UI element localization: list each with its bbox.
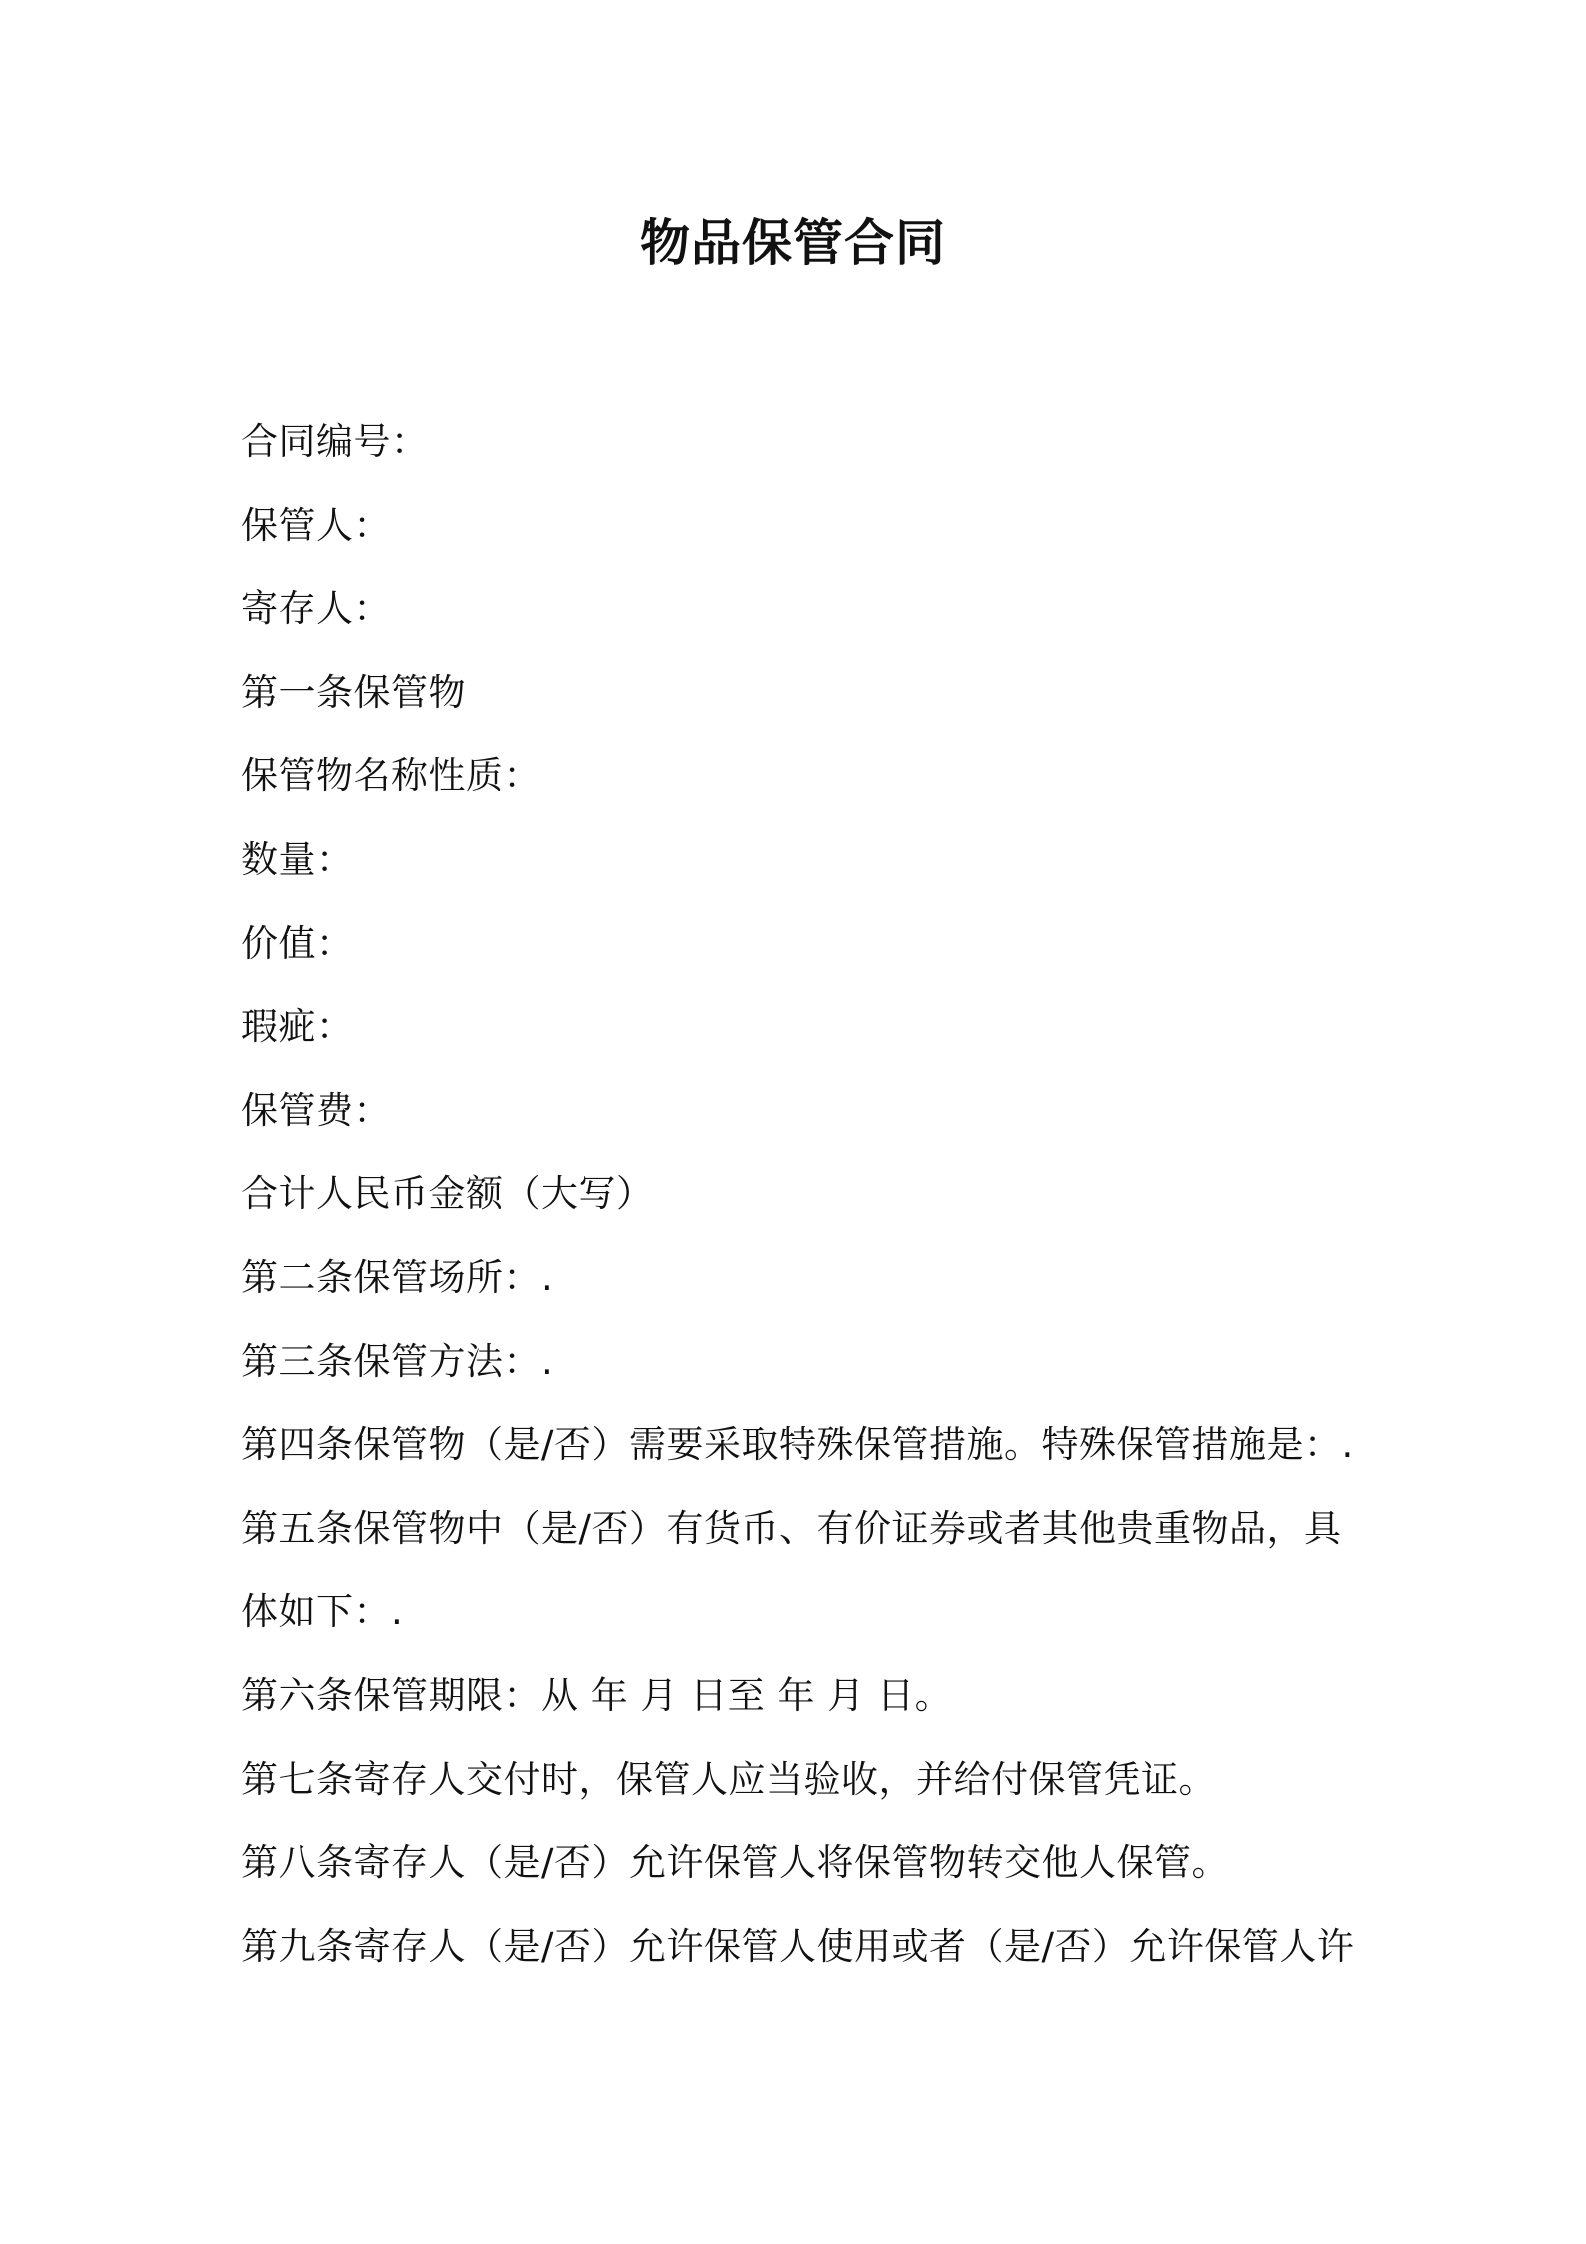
quantity-line: 数量： (241, 837, 354, 881)
defects-line: 瑕疵： (241, 1005, 354, 1049)
value-line: 价值： (241, 921, 354, 965)
article-1-heading: 第一条保管物 (241, 670, 466, 714)
article-6-line: 第六条保管期限：从 年 月 日至 年 月 日。 (241, 1673, 953, 1717)
storage-fee-line: 保管费： (241, 1088, 391, 1132)
depositor-line: 寄存人： (241, 587, 391, 631)
article-8-line: 第八条寄存人（是/否）允许保管人将保管物转交他人保管。 (241, 1841, 1229, 1885)
total-amount-line: 合计人民币金额（大写） (241, 1172, 654, 1216)
article-5-continuation: 体如下：. (241, 1590, 404, 1634)
custodian-line: 保管人： (241, 503, 391, 547)
article-7-line: 第七条寄存人交付时，保管人应当验收，并给付保管凭证。 (241, 1757, 1216, 1801)
item-name-nature-line: 保管物名称性质： (241, 754, 541, 798)
contract-body (241, 400, 1361, 1988)
article-2-line: 第二条保管场所：. (241, 1255, 554, 1299)
article-4-line: 第四条保管物（是/否）需要采取特殊保管措施。特殊保管措施是：. (241, 1423, 1354, 1467)
document-title: 物品保管合同 (640, 214, 946, 272)
contract-number-line: 合同编号： (241, 420, 429, 463)
article-3-line: 第三条保管方法：. (241, 1339, 554, 1383)
article-5-line: 第五条保管物中（是/否）有货币、有价证券或者其他贵重物品，具 (241, 1506, 1342, 1550)
article-9-line: 第九条寄存人（是/否）允许保管人使用或者（是/否）允许保管人许 (241, 1924, 1355, 1968)
